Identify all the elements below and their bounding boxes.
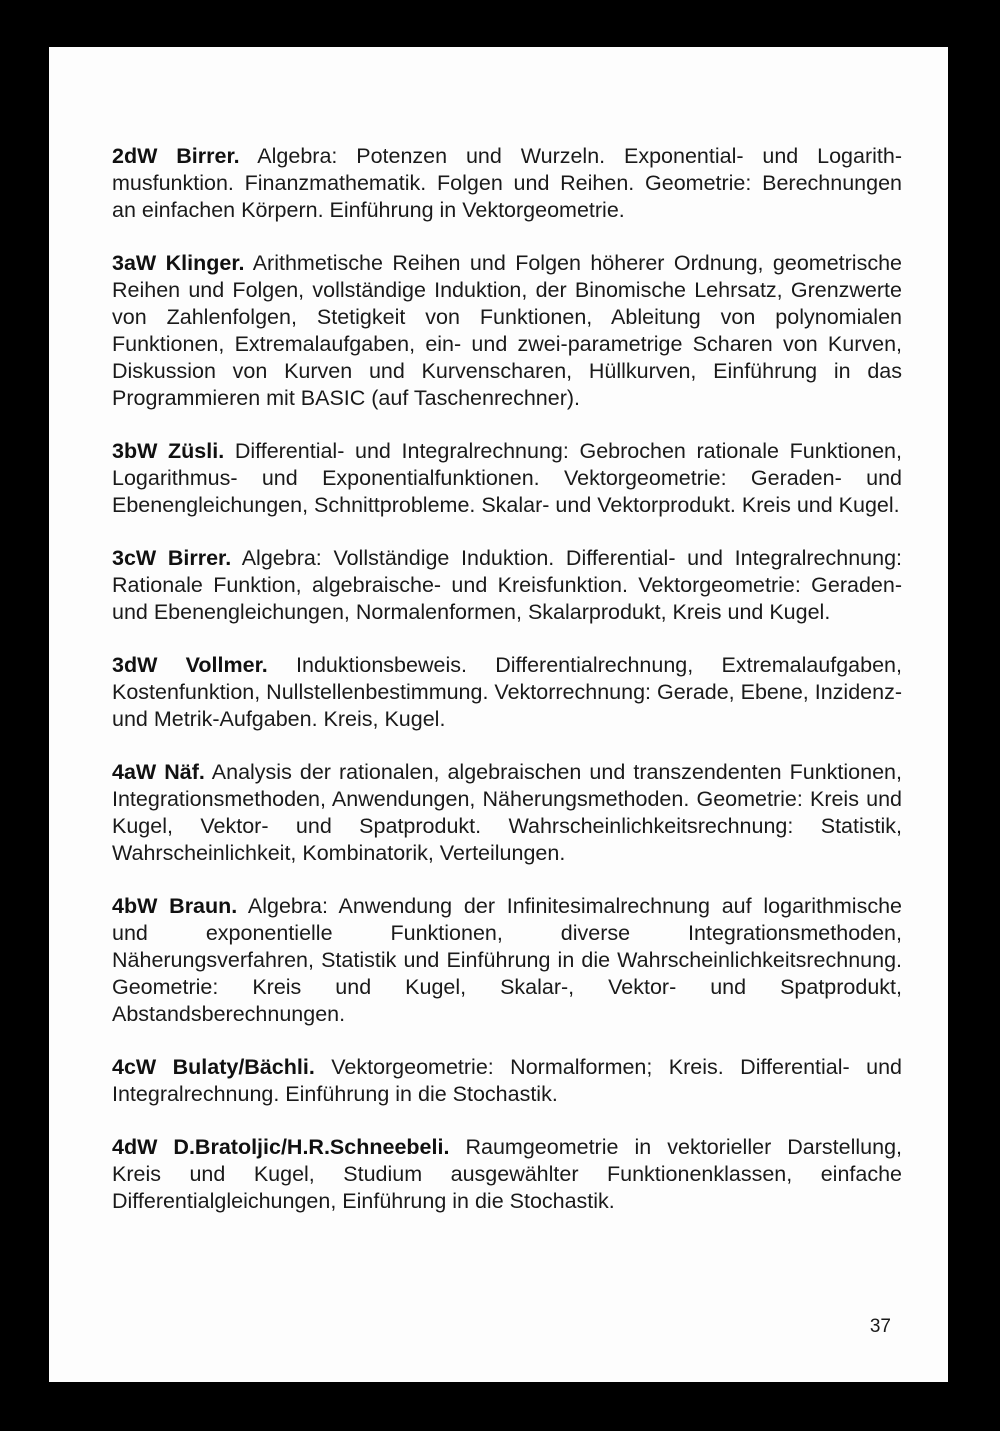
course-entry <box>112 652 902 733</box>
course-description: Algebra: Vollständige Induktion. Differential- und Integralrechnung: Rationale Funktion, algebraische- und Kreisfunktion. Vektorgeometrie: Geraden- und Ebenengleichungen, Normalenformen, Skalarprodukt, Kreis und Kugel. <box>112 546 902 624</box>
page-number: 37 <box>869 1316 891 1337</box>
course-class-teacher: 3bW Züsli. <box>112 439 225 463</box>
course-class-teacher: 4bW Braun. <box>112 894 238 918</box>
course-description: Algebra: Potenzen und Wurzeln. Exponential- und Logarithmusfunktion. Finanzmathematik. Folgen und Reihen. Geometrie: Berechnungen an einfachen Körpern. Einführung in Vektorgeometrie. <box>112 144 903 222</box>
course-description: Analysis der rationalen, algebraischen und transzendenten Funktionen, Integrationsmethoden, Anwendungen, Näherungsmethoden. Geometrie: Kreis und Kugel, Vektor- und Spatprodukt. Wahrscheinlichkeitsrechnung: Statistik, Wahrscheinlichkeit, Kombinatorik, Verteilungen. <box>112 760 902 865</box>
course-entry <box>112 759 902 867</box>
course-class-teacher: 3cW Birrer. <box>112 546 232 570</box>
course-description: Vektorgeometrie: Normalformen; Kreis. Differential- und Integralrechnung. Einführung in die Stochastik. <box>112 1055 902 1106</box>
course-description: Arithmetische Reihen und Folgen höherer Ordnung, geometrische Reihen und Folgen, vollständige Induktion, der Binomische Lehrsatz, Grenzwerte von Zahlenfolgen, Stetigkeit von Funktionen, Ableitung von polynomialen Funktionen, Extremalaufgaben, ein- und zwei-parametrige Scharen von Kurven, Diskussion von Kurven und Kurvenscharen, Hüllkurven, Einführung in das Programmieren mit BASIC (auf Taschenrechner). <box>112 251 902 410</box>
course-entry <box>112 438 902 519</box>
course-description: Differential- und Integralrechnung: Gebrochen rationale Funktionen, Logarithmus- und Exponentialfunktionen. Vektorgeometrie: Geraden- und Ebenengleichungen, Schnittprobleme. Skalar- und Vektorprodukt. Kreis und Kugel. <box>112 439 902 517</box>
course-entry <box>112 1054 902 1108</box>
course-class-teacher: 3aW Klinger. <box>112 251 245 275</box>
course-entry <box>112 250 902 412</box>
course-entry <box>112 893 902 1028</box>
course-list <box>112 143 902 1241</box>
course-class-teacher: 3dW Vollmer. <box>112 653 268 677</box>
course-description: Induktionsbeweis. Differentialrechnung, Extremalaufgaben, Kostenfunktion, Nullstellenbestimmung. Vektorrechnung: Gerade, Ebene, Inzidenz- und Metrik-Aufgaben. Kreis, Kugel. <box>112 653 902 731</box>
course-class-teacher: 4dW D.Bratoljic/H.R.Schneebeli. <box>112 1135 450 1159</box>
course-class-teacher: 4aW Näf. <box>112 760 205 784</box>
course-description: Algebra: Anwendung der Infinitesimalrechnung auf logarithmische und exponentielle Funktionen, diverse Integrationsmethoden, Näherungsverfahren, Statistik und Einführung in die Wahrscheinlichkeitsrechnung. Geometrie: Kreis und Kugel, Skalar-, Vektor- und Spatprodukt, Abstandsberechnungen. <box>112 894 903 1026</box>
course-entry <box>112 545 902 626</box>
course-class-teacher: 2dW Birrer. <box>112 144 240 168</box>
document-page <box>49 47 948 1382</box>
course-entry <box>112 143 902 224</box>
course-entry <box>112 1134 902 1215</box>
course-description: Raumgeometrie in vektorieller Darstellung, Kreis und Kugel, Studium ausgewählter Funktionenklassen, einfache Differentialgleichungen, Einführung in die Stochastik. <box>112 1135 902 1213</box>
course-class-teacher: 4cW Bulaty/Bächli. <box>112 1055 315 1079</box>
